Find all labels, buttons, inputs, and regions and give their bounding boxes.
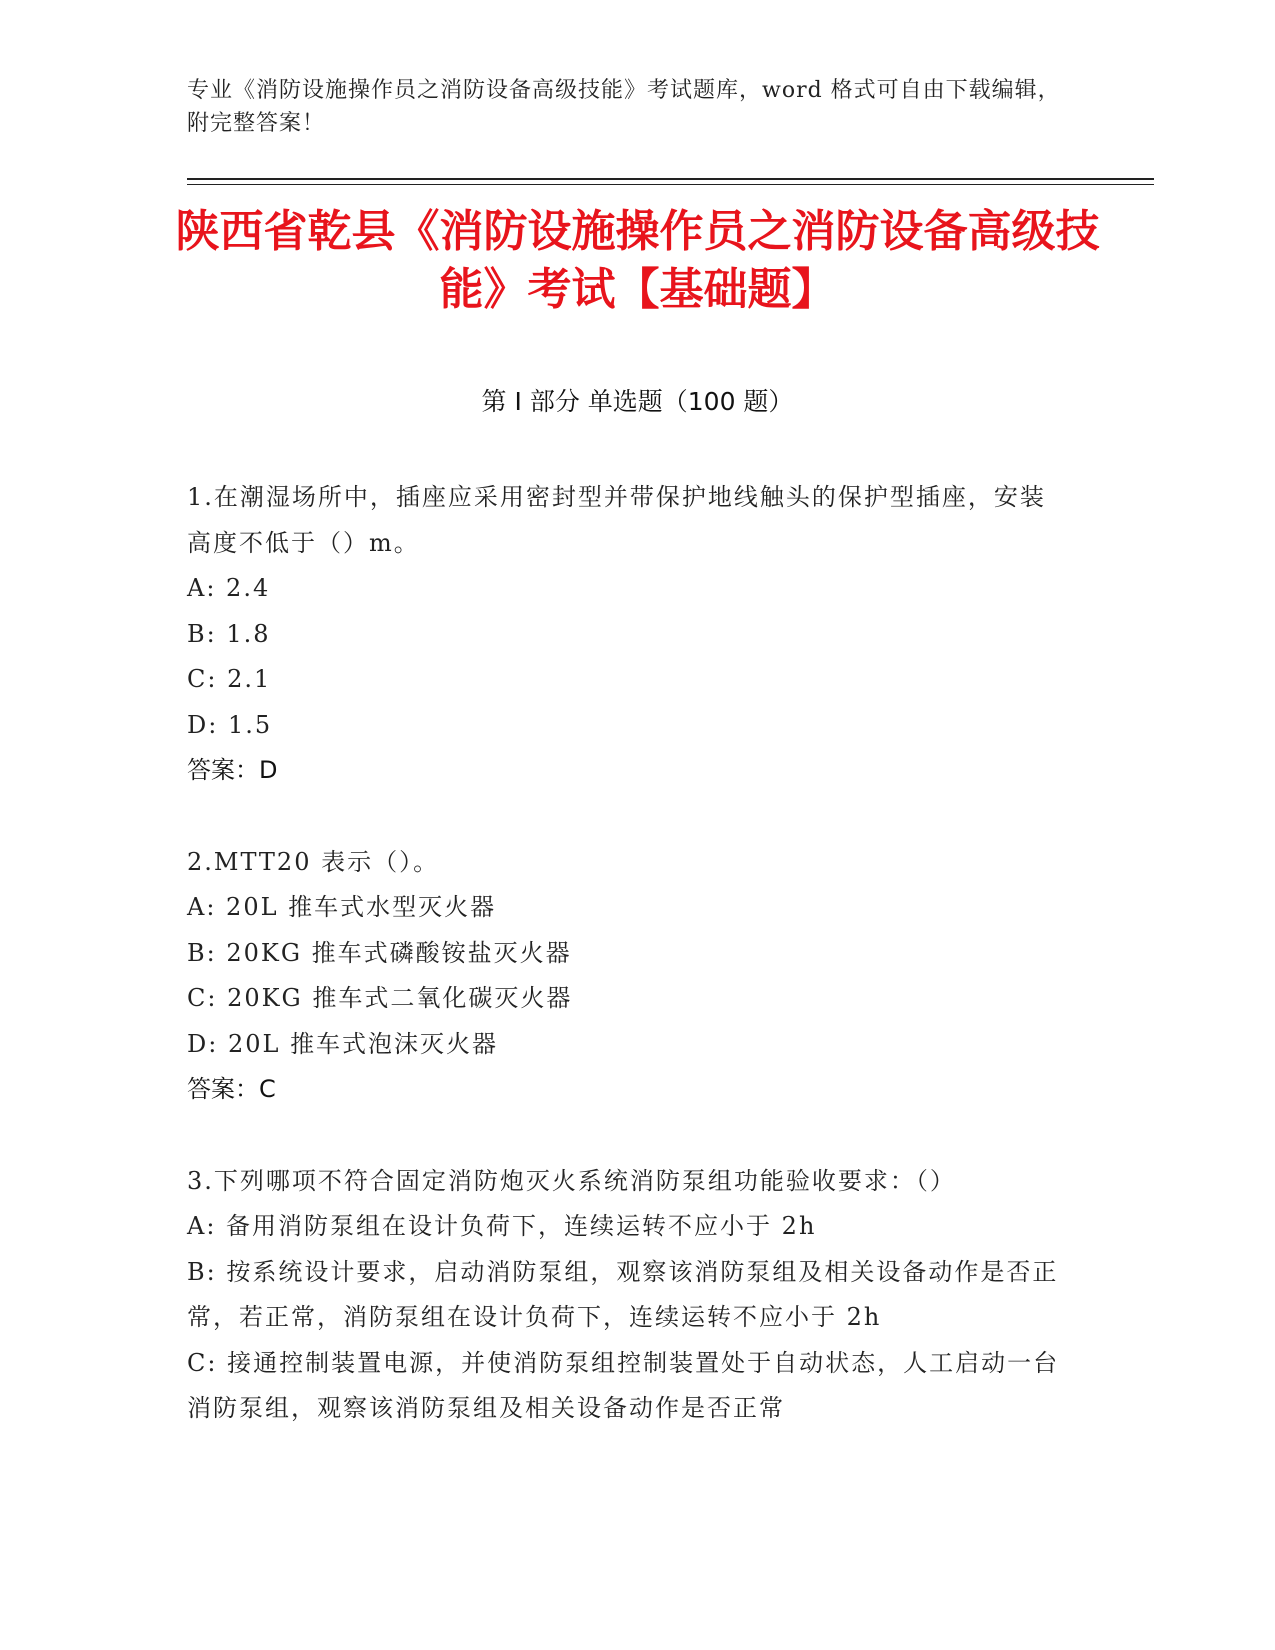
option-a: A: 2.4 <box>187 574 271 602</box>
question-stem: 1.在潮湿场所中，插座应采用密封型并带保护地线触头的保护型插座，安装高度不低于（）m。 <box>187 483 1046 557</box>
option-b: B: 按系统设计要求，启动消防泵组，观察该消防泵组及相关设备动作是否正常，若正常，消防泵组在设计负荷下，连续运转不应小于 2h <box>187 1257 1059 1331</box>
question-2 <box>187 840 1067 1113</box>
option-c: C: 接通控制装置电源，并使消防泵组控制装置处于自动状态，人工启动一台消防泵组，观察该消防泵组及相关设备动作是否正常 <box>187 1348 1060 1422</box>
question-list <box>187 475 1067 1478</box>
question-stem: 3.下列哪项不符合固定消防炮灭火系统消防泵组功能验收要求：（） <box>187 1166 956 1195</box>
option-d: D: 1.5 <box>187 710 273 739</box>
option-b: B: 20KG 推车式磷酸铵盐灭火器 <box>187 938 572 967</box>
question-1 <box>187 475 1067 794</box>
option-c: C: 2.1 <box>187 665 272 693</box>
header-divider-thick <box>187 178 1154 180</box>
document-title: 陕西省乾县《消防设施操作员之消防设备高级技能》考试【基础题】 <box>175 206 1100 315</box>
header-divider-thin <box>187 184 1154 185</box>
answer-line: 答案：C <box>187 1075 276 1103</box>
question-stem: 2.MTT20 表示（）。 <box>187 847 440 876</box>
option-a: A: 备用消防泵组在设计负荷下，连续运转不应小于 2h <box>187 1212 817 1240</box>
option-c: C: 20KG 推车式二氧化碳灭火器 <box>187 984 573 1012</box>
header-note: 专业《消防设施操作员之消防设备高级技能》考试题库，word 格式可自由下载编辑，附完整答案！ <box>187 78 1061 136</box>
option-a: A: 20L 推车式水型灭火器 <box>187 893 497 921</box>
answer-line: 答案：D <box>187 756 278 784</box>
option-d: D: 20L 推车式泡沫灭火器 <box>187 1029 499 1058</box>
option-b: B: 1.8 <box>187 619 271 648</box>
question-3 <box>187 1159 1067 1432</box>
section-heading: 第 I 部分 单选题（100 题） <box>481 387 794 416</box>
